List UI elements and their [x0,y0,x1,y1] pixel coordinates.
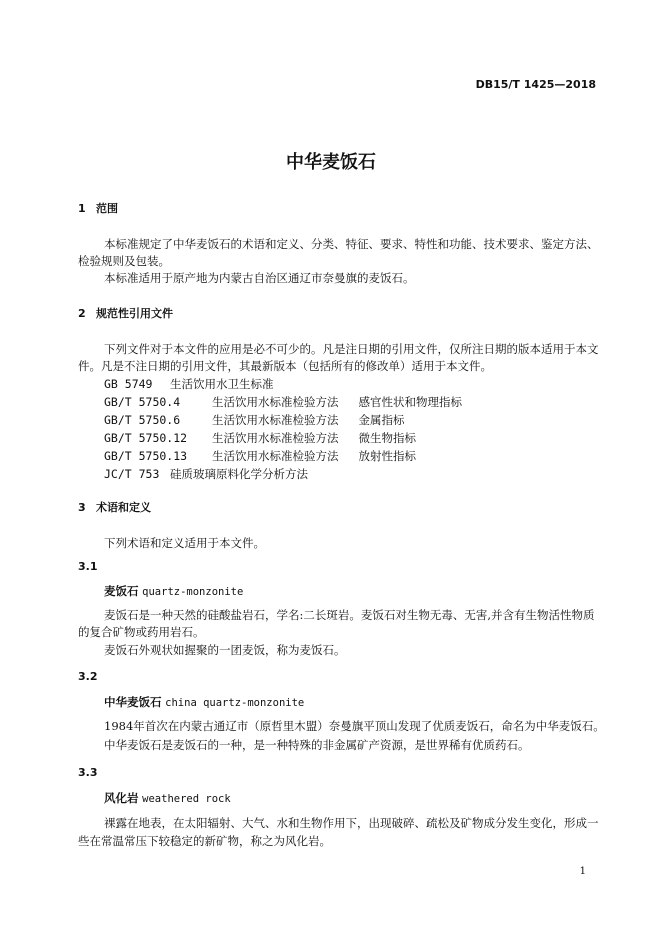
reference-title: 生活饮用水标准检验方法 [212,431,339,445]
section-1-heading [78,200,118,216]
clause-number: 3.1 [78,560,98,573]
term-zh: 风化岩 [104,791,139,805]
reference-code: GB/T 5750.6 [104,413,181,427]
reference-code: GB/T 5750.13 [104,449,188,463]
reference-subtitle: 微生物指标 [358,431,416,445]
term-heading [104,694,304,710]
paragraph: 裸露在地表，在太阳辐射、大气、水和生物作用下，出现破碎、疏松及矿物成分发生变化，形成一 [104,816,599,830]
section-number: 3 [78,501,86,514]
reference-code: GB 5749 [104,377,153,391]
section-number: 2 [78,307,86,320]
reference-item [104,376,274,392]
standard-number: DB15/T 1425—2018 [475,78,596,91]
reference-title: 生活饮用水卫生标准 [170,377,274,391]
reference-code: GB/T 5750.4 [104,395,181,409]
section-title: 规范性引用文件 [96,307,173,320]
paragraph: 中华麦饭石是麦饭石的一种，是一种特殊的非金属矿产资源，是世界稀有优质药石。 [104,738,530,752]
paragraph: 麦饭石是一种天然的硅酸盐岩石，学名:二长斑岩。麦饭石对生物无毒、无害,并含有生物活性物质 [104,608,595,622]
paragraph: 本标准适用于原产地为内蒙古自治区通辽市奈曼旗的麦饭石。 [104,271,415,285]
reference-code: GB/T 5750.12 [104,431,188,445]
term-heading [104,790,231,806]
paragraph: 本标准规定了中华麦饭石的术语和定义、分类、特征、要求、特性和功能、技术要求、鉴定方法、 [104,237,599,251]
section-3-heading [78,499,151,515]
section-2-heading [78,305,173,321]
section-title: 术语和定义 [96,501,151,514]
clause-number: 3.3 [78,766,98,779]
reference-subtitle: 放射性指标 [358,449,416,463]
term-en: china quartz-monzonite [165,697,305,709]
paragraph: 麦饭石外观状如握聚的一团麦饭，称为麦饭石。 [104,643,346,657]
reference-subtitle: 金属指标 [358,413,405,427]
paragraph: 件。凡是不注日期的引用文件，其最新版本（包括所有的修改单）适用于本文件。 [78,359,492,373]
reference-item [104,412,405,428]
reference-subtitle: 感官性状和物理指标 [358,395,462,409]
section-number: 1 [78,202,86,215]
term-zh: 麦饭石 [104,584,139,598]
term-heading [104,583,243,599]
paragraph: 些在常温常压下较稳定的新矿物，称之为风化岩。 [78,834,331,848]
section-title: 范围 [96,202,118,215]
reference-code: JC/T 753 [104,467,160,481]
clause-number: 3.2 [78,670,98,683]
reference-item [104,430,416,446]
reference-item [104,448,416,464]
paragraph: 检验规则及包装。 [78,254,170,268]
page-number: 1 [579,866,586,877]
term-en: quartz-monzonite [142,586,244,598]
reference-title: 生活饮用水标准检验方法 [212,449,339,463]
page-title: 中华麦饭石 [286,152,376,173]
term-zh: 中华麦饭石 [104,695,162,709]
reference-title: 生活饮用水标准检验方法 [212,413,339,427]
reference-title: 硅质玻璃原料化学分析方法 [170,467,308,481]
paragraph: 下列文件对于本文件的应用是必不可少的。凡是注日期的引用文件，仅所注日期的版本适用于本文 [104,342,599,356]
reference-item [104,394,462,410]
reference-item [104,466,308,482]
paragraph: 下列术语和定义适用于本文件。 [104,536,265,550]
paragraph: 的复合矿物或药用岩石。 [78,625,205,639]
reference-title: 生活饮用水标准检验方法 [212,395,339,409]
term-en: weathered rock [142,793,231,805]
paragraph: 1984年首次在内蒙古通辽市（原哲里木盟）奈曼旗平顶山发现了优质麦饭石，命名为中华麦饭石。 [104,719,605,733]
